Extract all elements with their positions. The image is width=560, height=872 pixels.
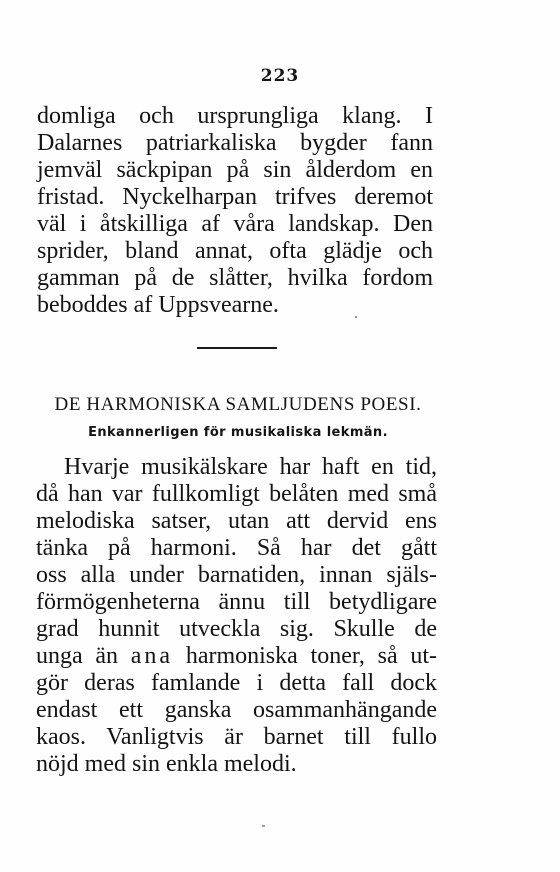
text-line: tänka på harmoni. Så har det gått (36, 535, 437, 561)
text-fragment: harmoniska toner, så ut- (173, 643, 437, 669)
text-line: domliga och ursprungliga klang. I (37, 103, 433, 129)
text-line: kaos. Vanligtvis är barnet till fullo (36, 724, 437, 750)
print-speck (262, 825, 265, 827)
text-line: gamman på de slåtter, hvilka fordom (37, 265, 433, 291)
text-line: sprider, bland annat, ofta glädje och (37, 238, 433, 264)
text-line: Hvarje musikälskare har haft en tid, (64, 454, 437, 480)
text-line: jemväl säckpipan på sin ålderdom en (37, 157, 433, 183)
text-line: oss alla under barnatiden, innan själs- (36, 562, 437, 588)
text-line: förmögenheterna ännu till betydligare (36, 589, 437, 615)
section-divider (197, 347, 277, 349)
text-line: Dalarnes patriarkaliska bygder fann (37, 130, 433, 156)
text-line: fristad. Nyckelharpan trifves deremot (37, 184, 433, 210)
text-line: endast ett ganska osammanhängande (36, 697, 437, 723)
text-line: grad hunnit utveckla sig. Skulle de (36, 616, 437, 642)
body-paragraph (36, 454, 437, 778)
text-fragment: unga än (36, 643, 131, 669)
text-line: melodiska satser, utan att dervid ens (36, 508, 437, 534)
section-heading: DE HARMONISKA SAMLJUDENS POESI. (54, 394, 422, 415)
emphasized-word: ana (130, 643, 174, 669)
section-subheading: Enkannerligen för musikaliska lekmän. (88, 425, 388, 440)
print-speck (355, 316, 357, 318)
top-paragraph (37, 103, 433, 319)
text-line: då han var fullkomligt belåten med små (36, 481, 437, 507)
text-line (36, 643, 437, 670)
text-line: gör deras famlande i detta fall dock (36, 670, 437, 696)
text-line: väl i åtskilliga af våra landskap. Den (37, 211, 433, 237)
page-number: 223 (260, 66, 300, 86)
text-line: beboddes af Uppsvearne. (37, 292, 279, 318)
text-line: nöjd med sin enkla melodi. (36, 751, 297, 777)
